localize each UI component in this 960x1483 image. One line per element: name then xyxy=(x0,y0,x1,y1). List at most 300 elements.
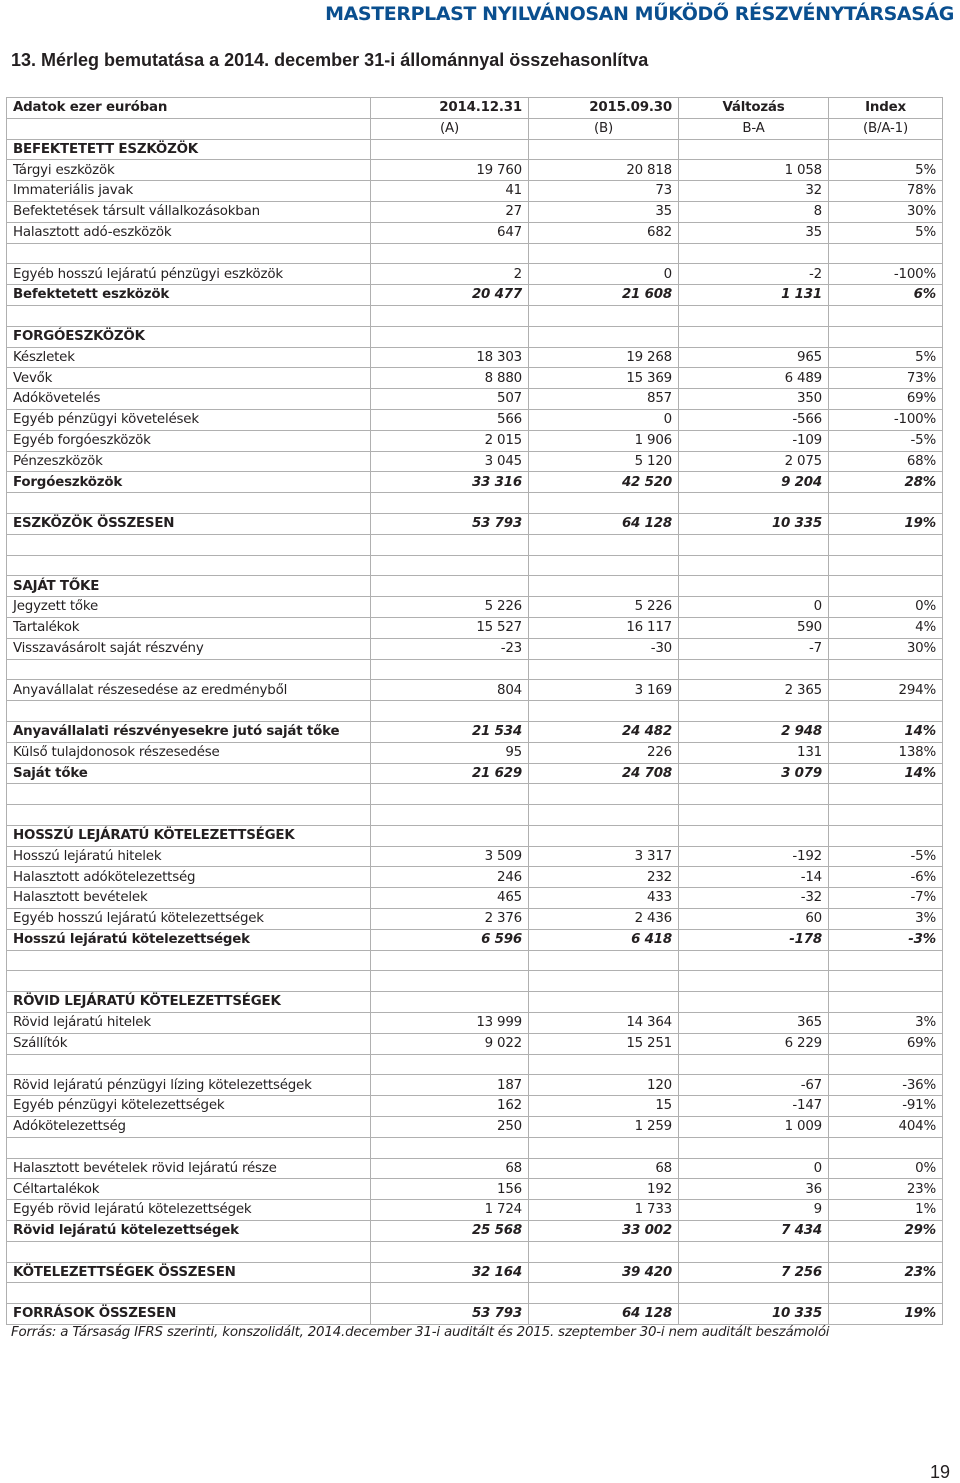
total-row xyxy=(7,929,943,950)
row-label: Halasztott bevételek xyxy=(7,888,371,909)
value-2014 xyxy=(371,1241,529,1262)
table-row xyxy=(7,1200,943,1221)
index-value: 5% xyxy=(829,160,943,181)
value-2015: 0 xyxy=(529,409,679,430)
value-2014: 13 999 xyxy=(371,1013,529,1034)
index-value xyxy=(829,784,943,805)
value-2014: 18 303 xyxy=(371,347,529,368)
row-label: Egyéb pénzügyi követelések xyxy=(7,409,371,430)
value-2015: 3 169 xyxy=(529,680,679,701)
value-2015: 15 251 xyxy=(529,1033,679,1054)
row-label: Egyéb pénzügyi kötelezettségek xyxy=(7,1096,371,1117)
table-row xyxy=(7,181,943,202)
change-value: 0 xyxy=(679,1158,829,1179)
value-2015 xyxy=(529,1054,679,1075)
section-header-row xyxy=(7,825,943,846)
value-2014: 27 xyxy=(371,201,529,222)
value-2014: 15 527 xyxy=(371,617,529,638)
table-row xyxy=(7,430,943,451)
index-value: -36% xyxy=(829,1075,943,1096)
value-2015: 14 364 xyxy=(529,1013,679,1034)
value-2015: 33 002 xyxy=(529,1221,679,1242)
table-row xyxy=(7,742,943,763)
change-value: 0 xyxy=(679,597,829,618)
change-value xyxy=(679,534,829,555)
value-2014: 41 xyxy=(371,181,529,202)
value-2015: 21 608 xyxy=(529,285,679,306)
index-value xyxy=(829,1054,943,1075)
value-2014: 246 xyxy=(371,867,529,888)
table-row xyxy=(7,368,943,389)
row-label: Tárgyi eszközök xyxy=(7,160,371,181)
change-value: 8 xyxy=(679,201,829,222)
value-2015: 0 xyxy=(529,264,679,285)
value-2014 xyxy=(371,825,529,846)
change-value: 965 xyxy=(679,347,829,368)
change-value: -14 xyxy=(679,867,829,888)
index-value: 68% xyxy=(829,451,943,472)
row-label xyxy=(7,701,371,722)
header-cell: 2015.09.30 xyxy=(529,98,679,119)
row-label: Készletek xyxy=(7,347,371,368)
value-2014 xyxy=(371,659,529,680)
change-value: 60 xyxy=(679,909,829,930)
change-value: 32 xyxy=(679,181,829,202)
index-value: 6% xyxy=(829,285,943,306)
row-label: Jegyzett tőke xyxy=(7,597,371,618)
index-value xyxy=(829,659,943,680)
index-value: 5% xyxy=(829,347,943,368)
section-header-row xyxy=(7,992,943,1013)
total-row xyxy=(7,1262,943,1283)
index-value: 73% xyxy=(829,368,943,389)
value-2014: 53 793 xyxy=(371,1304,529,1325)
value-2014: 9 022 xyxy=(371,1033,529,1054)
value-2015 xyxy=(529,950,679,971)
index-value: 30% xyxy=(829,201,943,222)
index-value xyxy=(829,1241,943,1262)
change-value xyxy=(679,992,829,1013)
value-2014: 5 226 xyxy=(371,597,529,618)
blank-row xyxy=(7,659,943,680)
header-cell: Index xyxy=(829,98,943,119)
change-value: -147 xyxy=(679,1096,829,1117)
section-header-row xyxy=(7,576,943,597)
change-value xyxy=(679,1283,829,1304)
value-2015: 42 520 xyxy=(529,472,679,493)
value-2014 xyxy=(371,493,529,514)
value-2015: 64 128 xyxy=(529,1304,679,1325)
change-value: 10 335 xyxy=(679,1304,829,1325)
value-2015: 20 818 xyxy=(529,160,679,181)
value-2014: 20 477 xyxy=(371,285,529,306)
index-value xyxy=(829,805,943,826)
value-2015 xyxy=(529,971,679,992)
value-2014: 95 xyxy=(371,742,529,763)
index-value: 0% xyxy=(829,597,943,618)
value-2015: 16 117 xyxy=(529,617,679,638)
table-row xyxy=(7,222,943,243)
value-2015 xyxy=(529,243,679,264)
value-2015: 73 xyxy=(529,181,679,202)
change-value xyxy=(679,326,829,347)
value-2015 xyxy=(529,825,679,846)
index-value xyxy=(829,1137,943,1158)
row-label: Pénzeszközök xyxy=(7,451,371,472)
index-value: -100% xyxy=(829,264,943,285)
value-2014 xyxy=(371,950,529,971)
index-value xyxy=(829,243,943,264)
value-2014: 2 015 xyxy=(371,430,529,451)
total-row xyxy=(7,472,943,493)
total-row xyxy=(7,1304,943,1325)
row-label: Szállítók xyxy=(7,1033,371,1054)
table-row xyxy=(7,638,943,659)
table-row xyxy=(7,451,943,472)
table-row xyxy=(7,264,943,285)
value-2015: 232 xyxy=(529,867,679,888)
row-label: FORGÓESZKÖZÖK xyxy=(7,326,371,347)
table-row xyxy=(7,617,943,638)
change-value xyxy=(679,971,829,992)
index-value: 3% xyxy=(829,909,943,930)
blank-row xyxy=(7,1137,943,1158)
change-value xyxy=(679,950,829,971)
header-cell: Adatok ezer euróban xyxy=(7,98,371,119)
value-2014 xyxy=(371,326,529,347)
value-2015 xyxy=(529,576,679,597)
change-value: 7 434 xyxy=(679,1221,829,1242)
index-value: -3% xyxy=(829,929,943,950)
total-row xyxy=(7,285,943,306)
table-row xyxy=(7,909,943,930)
row-label: Halasztott adó-eszközök xyxy=(7,222,371,243)
change-value xyxy=(679,659,829,680)
blank-row xyxy=(7,305,943,326)
index-value: -5% xyxy=(829,846,943,867)
table-row xyxy=(7,1013,943,1034)
row-label xyxy=(7,1054,371,1075)
value-2015: 226 xyxy=(529,742,679,763)
subheader-cell: (B/A-1) xyxy=(829,118,943,139)
change-value: 2 948 xyxy=(679,721,829,742)
row-label: ESZKÖZÖK ÖSSZESEN xyxy=(7,513,371,534)
value-2015 xyxy=(529,326,679,347)
index-value: 294% xyxy=(829,680,943,701)
row-label: Egyéb hosszú lejáratú kötelezettségek xyxy=(7,909,371,930)
change-value: -566 xyxy=(679,409,829,430)
table-row xyxy=(7,1033,943,1054)
row-label xyxy=(7,805,371,826)
change-value xyxy=(679,784,829,805)
row-label: Hosszú lejáratú kötelezettségek xyxy=(7,929,371,950)
row-label: Halasztott bevételek rövid lejáratú része xyxy=(7,1158,371,1179)
change-value: 35 xyxy=(679,222,829,243)
table-subheader-row xyxy=(7,118,943,139)
row-label: Forgóeszközök xyxy=(7,472,371,493)
blank-row xyxy=(7,493,943,514)
blank-row xyxy=(7,1054,943,1075)
page-number: 19 xyxy=(929,1462,950,1482)
change-value xyxy=(679,243,829,264)
change-value xyxy=(679,493,829,514)
change-value: -192 xyxy=(679,846,829,867)
row-label: Vevők xyxy=(7,368,371,389)
change-value: 1 009 xyxy=(679,1117,829,1138)
change-value: 10 335 xyxy=(679,513,829,534)
row-label: Rövid lejáratú pénzügyi lízing kötelezettségek xyxy=(7,1075,371,1096)
row-label xyxy=(7,971,371,992)
value-2015: 2 436 xyxy=(529,909,679,930)
index-value: 28% xyxy=(829,472,943,493)
value-2015: 15 xyxy=(529,1096,679,1117)
change-value: -109 xyxy=(679,430,829,451)
subheader-cell: B-A xyxy=(679,118,829,139)
row-label: FORRÁSOK ÖSSZESEN xyxy=(7,1304,371,1325)
row-label xyxy=(7,659,371,680)
value-2015 xyxy=(529,701,679,722)
row-label xyxy=(7,784,371,805)
subheader-cell: (A) xyxy=(371,118,529,139)
index-value: -100% xyxy=(829,409,943,430)
value-2015: 68 xyxy=(529,1158,679,1179)
table-row xyxy=(7,160,943,181)
blank-row xyxy=(7,950,943,971)
row-label: RÖVID LEJÁRATÚ KÖTELEZETTSÉGEK xyxy=(7,992,371,1013)
value-2014 xyxy=(371,1054,529,1075)
table-header-row xyxy=(7,98,943,119)
row-label: Tartalékok xyxy=(7,617,371,638)
change-value: 3 079 xyxy=(679,763,829,784)
value-2015 xyxy=(529,1137,679,1158)
index-value: 69% xyxy=(829,1033,943,1054)
row-label: Egyéb forgóeszközök xyxy=(7,430,371,451)
change-value xyxy=(679,1241,829,1262)
blank-row xyxy=(7,534,943,555)
value-2014: 3 509 xyxy=(371,846,529,867)
value-2014: 187 xyxy=(371,1075,529,1096)
index-value: 19% xyxy=(829,513,943,534)
index-value xyxy=(829,326,943,347)
table-row xyxy=(7,409,943,430)
value-2015 xyxy=(529,139,679,160)
index-value: 138% xyxy=(829,742,943,763)
row-label: Immateriális javak xyxy=(7,181,371,202)
index-value: -7% xyxy=(829,888,943,909)
value-2014 xyxy=(371,139,529,160)
index-value: -91% xyxy=(829,1096,943,1117)
index-value xyxy=(829,1283,943,1304)
row-label: SAJÁT TŐKE xyxy=(7,576,371,597)
section-header-row xyxy=(7,139,943,160)
value-2015: 5 120 xyxy=(529,451,679,472)
value-2015 xyxy=(529,992,679,1013)
value-2014: 68 xyxy=(371,1158,529,1179)
row-label xyxy=(7,950,371,971)
row-label: Külső tulajdonosok részesedése xyxy=(7,742,371,763)
index-value: 30% xyxy=(829,638,943,659)
index-value xyxy=(829,971,943,992)
value-2014: -23 xyxy=(371,638,529,659)
value-2014: 804 xyxy=(371,680,529,701)
value-2015: 3 317 xyxy=(529,846,679,867)
value-2014 xyxy=(371,971,529,992)
row-label: Hosszú lejáratú hitelek xyxy=(7,846,371,867)
table-row xyxy=(7,1096,943,1117)
balance-sheet-table xyxy=(6,97,943,1325)
value-2015 xyxy=(529,659,679,680)
change-value xyxy=(679,1137,829,1158)
table-row xyxy=(7,680,943,701)
value-2015: -30 xyxy=(529,638,679,659)
total-row xyxy=(7,1221,943,1242)
value-2014: 1 724 xyxy=(371,1200,529,1221)
table-row xyxy=(7,1179,943,1200)
change-value: 1 058 xyxy=(679,160,829,181)
row-label: BEFEKTETETT ESZKÖZÖK xyxy=(7,139,371,160)
change-value: 9 204 xyxy=(679,472,829,493)
value-2014 xyxy=(371,805,529,826)
index-value xyxy=(829,139,943,160)
change-value: -2 xyxy=(679,264,829,285)
row-label xyxy=(7,243,371,264)
change-value xyxy=(679,305,829,326)
value-2014: 465 xyxy=(371,888,529,909)
value-2015: 433 xyxy=(529,888,679,909)
value-2014: 25 568 xyxy=(371,1221,529,1242)
table-row xyxy=(7,1158,943,1179)
row-label: Rövid lejáratú hitelek xyxy=(7,1013,371,1034)
value-2015 xyxy=(529,305,679,326)
value-2014 xyxy=(371,555,529,576)
row-label xyxy=(7,555,371,576)
subheader-cell xyxy=(7,118,371,139)
row-label: Egyéb rövid lejáratú kötelezettségek xyxy=(7,1200,371,1221)
change-value: 2 075 xyxy=(679,451,829,472)
change-value: 365 xyxy=(679,1013,829,1034)
value-2015: 1 906 xyxy=(529,430,679,451)
row-label: Befektetések társult vállalkozásokban xyxy=(7,201,371,222)
index-value: 29% xyxy=(829,1221,943,1242)
value-2015: 1 733 xyxy=(529,1200,679,1221)
index-value xyxy=(829,305,943,326)
change-value: 6 229 xyxy=(679,1033,829,1054)
row-label: KÖTELEZETTSÉGEK ÖSSZESEN xyxy=(7,1262,371,1283)
value-2014 xyxy=(371,701,529,722)
row-label xyxy=(7,1241,371,1262)
table-row xyxy=(7,389,943,410)
blank-row xyxy=(7,701,943,722)
company-name: MASTERPLAST NYILVÁNOSAN MŰKÖDŐ RÉSZVÉNYTÁRSASÁG xyxy=(325,3,954,25)
value-2014: 250 xyxy=(371,1117,529,1138)
blank-row xyxy=(7,555,943,576)
index-value: -5% xyxy=(829,430,943,451)
row-label: HOSSZÚ LEJÁRATÚ KÖTELEZETTSÉGEK xyxy=(7,825,371,846)
index-value xyxy=(829,534,943,555)
index-value: 5% xyxy=(829,222,943,243)
row-label: Céltartalékok xyxy=(7,1179,371,1200)
value-2014 xyxy=(371,243,529,264)
row-label: Halasztott adókötelezettség xyxy=(7,867,371,888)
index-value xyxy=(829,493,943,514)
row-label xyxy=(7,305,371,326)
change-value: 350 xyxy=(679,389,829,410)
value-2014: 53 793 xyxy=(371,513,529,534)
index-value: 14% xyxy=(829,721,943,742)
change-value xyxy=(679,805,829,826)
index-value: 1% xyxy=(829,1200,943,1221)
value-2014: 156 xyxy=(371,1179,529,1200)
table-row xyxy=(7,1117,943,1138)
index-value: 23% xyxy=(829,1179,943,1200)
index-value xyxy=(829,950,943,971)
value-2015: 24 482 xyxy=(529,721,679,742)
value-2015: 24 708 xyxy=(529,763,679,784)
change-value xyxy=(679,825,829,846)
value-2014: 2 376 xyxy=(371,909,529,930)
change-value: 36 xyxy=(679,1179,829,1200)
index-value: 404% xyxy=(829,1117,943,1138)
change-value: 7 256 xyxy=(679,1262,829,1283)
value-2015 xyxy=(529,1283,679,1304)
value-2014: 32 164 xyxy=(371,1262,529,1283)
row-label xyxy=(7,1137,371,1158)
blank-row xyxy=(7,1241,943,1262)
table-row xyxy=(7,597,943,618)
index-value: 4% xyxy=(829,617,943,638)
value-2014: 566 xyxy=(371,409,529,430)
table-row xyxy=(7,846,943,867)
value-2015 xyxy=(529,1241,679,1262)
value-2014: 8 880 xyxy=(371,368,529,389)
value-2014 xyxy=(371,992,529,1013)
value-2014 xyxy=(371,305,529,326)
section-header-row xyxy=(7,326,943,347)
blank-row xyxy=(7,971,943,992)
value-2014 xyxy=(371,1283,529,1304)
index-value: 0% xyxy=(829,1158,943,1179)
row-label: Adókövetelés xyxy=(7,389,371,410)
index-value: 78% xyxy=(829,181,943,202)
total-row xyxy=(7,721,943,742)
index-value: 23% xyxy=(829,1262,943,1283)
table-row xyxy=(7,867,943,888)
change-value xyxy=(679,555,829,576)
header-cell: Változás xyxy=(679,98,829,119)
row-label: Adókötelezettség xyxy=(7,1117,371,1138)
row-label: Visszavásárolt saját részvény xyxy=(7,638,371,659)
value-2014: 2 xyxy=(371,264,529,285)
change-value: 9 xyxy=(679,1200,829,1221)
blank-row xyxy=(7,1283,943,1304)
row-label: Anyavállalati részvényesekre jutó saját tőke xyxy=(7,721,371,742)
total-row xyxy=(7,763,943,784)
change-value: 2 365 xyxy=(679,680,829,701)
value-2015: 64 128 xyxy=(529,513,679,534)
value-2015: 1 259 xyxy=(529,1117,679,1138)
value-2015: 19 268 xyxy=(529,347,679,368)
index-value: 14% xyxy=(829,763,943,784)
value-2014: 6 596 xyxy=(371,929,529,950)
change-value: -67 xyxy=(679,1075,829,1096)
table-row xyxy=(7,888,943,909)
row-label: Befektetett eszközök xyxy=(7,285,371,306)
value-2014: 21 629 xyxy=(371,763,529,784)
change-value: -178 xyxy=(679,929,829,950)
value-2015: 682 xyxy=(529,222,679,243)
value-2015 xyxy=(529,534,679,555)
total-row xyxy=(7,513,943,534)
